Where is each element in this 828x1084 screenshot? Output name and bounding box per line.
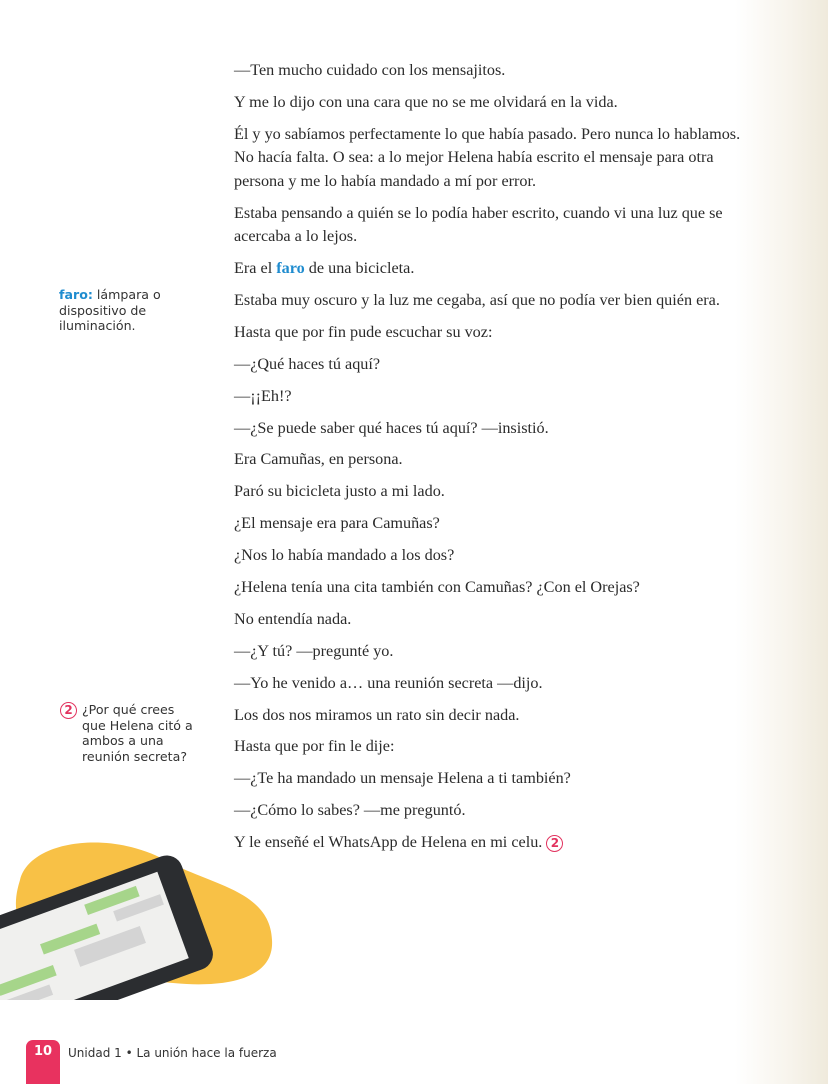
- page-footer: [26, 1040, 277, 1084]
- margin-question: [60, 702, 210, 764]
- page-number: 10: [26, 1040, 60, 1084]
- glossary-term-link[interactable]: faro: [276, 259, 305, 278]
- paragraph: —¡¡Eh!?: [234, 386, 292, 405]
- paragraph: [234, 257, 754, 281]
- paragraph: Paró su bicicleta justo a mi lado.: [234, 482, 445, 501]
- paragraph: ¿Nos lo había mandado a los dos?: [234, 546, 455, 565]
- paragraph: Era Camuñas, en persona.: [234, 450, 403, 469]
- paragraph: —¿Qué haces tú aquí?: [234, 354, 381, 373]
- paragraph: —Yo he venido a… una reunión secreta —dijo.: [234, 673, 543, 692]
- paragraph: Estaba muy oscuro y la luz me cegaba, así que no podía ver bien quién era.: [234, 290, 720, 309]
- unit-title: Unidad 1 • La unión hace la fuerza: [68, 1046, 277, 1060]
- paragraph: —¿Y tú? —pregunté yo.: [234, 641, 394, 660]
- paragraph: ¿Helena tenía una cita también con Camuñas? ¿Con el Orejas?: [234, 577, 640, 596]
- glossary-definition: lámpara o dispositivo de iluminación.: [59, 287, 161, 333]
- paragraph: [234, 831, 754, 855]
- paragraph: Estaba pensando a quién se lo podía haber escrito, cuando vi una luz que se acercaba a lo lejos.: [234, 203, 723, 246]
- question-marker-icon: 2: [546, 835, 563, 852]
- text: Y le enseñé el WhatsApp de Helena en mi celu.: [234, 833, 547, 852]
- paragraph: —¿Cómo lo sabes? —me preguntó.: [234, 801, 466, 820]
- paragraph: Hasta que por fin pude escuchar su voz:: [234, 322, 493, 341]
- question-marker-icon: 2: [60, 702, 77, 719]
- paragraph: Y me lo dijo con una cara que no se me olvidará en la vida.: [234, 92, 618, 111]
- paragraph: ¿El mensaje era para Camuñas?: [234, 514, 440, 533]
- paragraph: Los dos nos miramos un rato sin decir nada.: [234, 705, 520, 724]
- text: de una bicicleta.: [304, 259, 415, 278]
- text: Era el: [234, 259, 277, 278]
- question-text: ¿Por qué crees que Helena citó a ambos a una reunión secreta?: [82, 702, 193, 764]
- story-text: [234, 59, 754, 863]
- glossary-note: [59, 287, 189, 334]
- paragraph: Él y yo sabíamos perfectamente lo que había pasado. Pero nunca lo hablamos. No hacía falta. O sea: a lo mejor Helena había escrito el mensaje para otra persona y me lo había mandado a mí por error.: [234, 124, 741, 190]
- paragraph: —¿Te ha mandado un mensaje Helena a ti también?: [234, 769, 571, 788]
- paragraph: —¿Se puede saber qué haces tú aquí? —insistió.: [234, 418, 549, 437]
- phone-illustration: [0, 820, 290, 1000]
- glossary-term: faro:: [59, 287, 93, 302]
- paragraph: Hasta que por fin le dije:: [234, 737, 395, 756]
- paragraph: No entendía nada.: [234, 609, 352, 628]
- paragraph: —Ten mucho cuidado con los mensajitos.: [234, 61, 506, 79]
